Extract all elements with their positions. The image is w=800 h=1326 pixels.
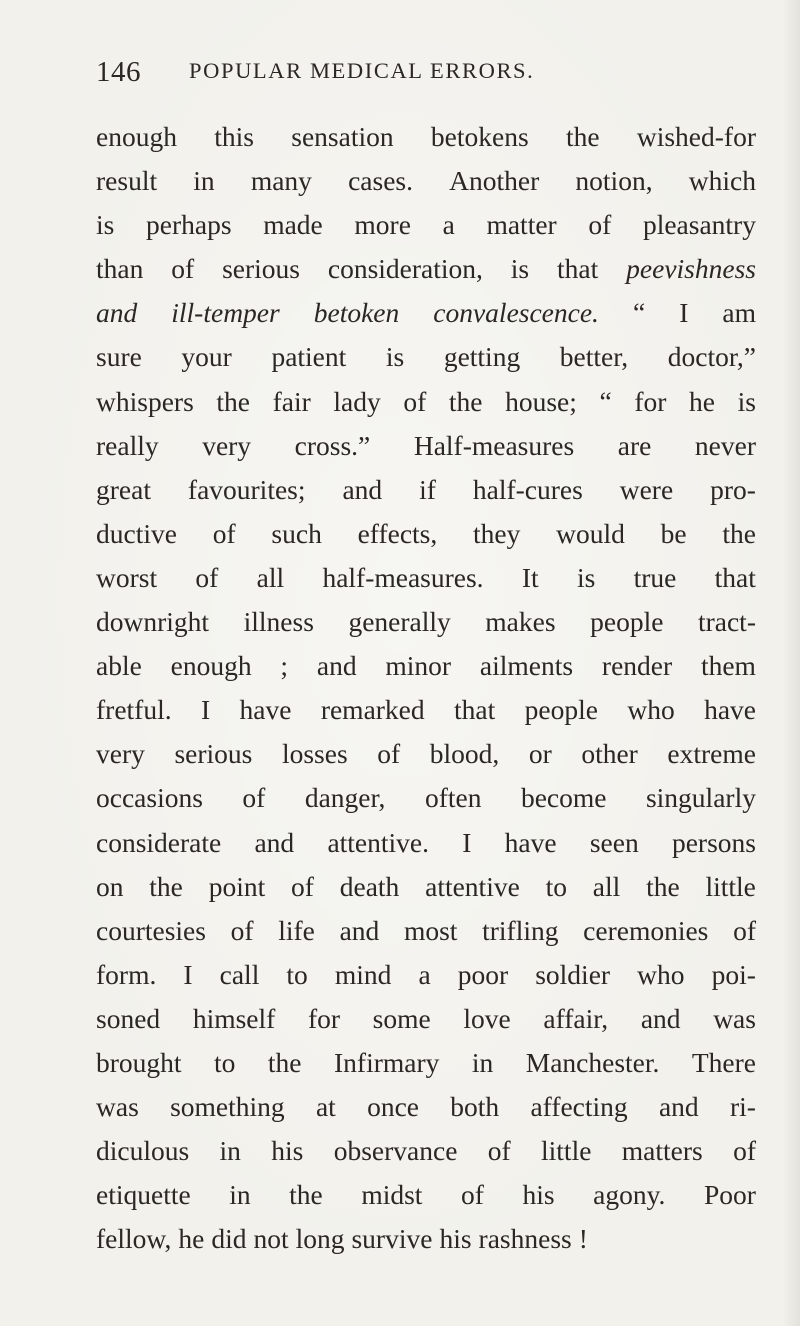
word: have	[504, 826, 557, 858]
word: of	[377, 738, 401, 770]
text-line	[96, 291, 756, 335]
word: enough	[96, 121, 177, 152]
running-title: POPULAR MEDICAL ERRORS.	[189, 58, 535, 83]
word: is	[385, 341, 405, 373]
word: never	[694, 429, 756, 461]
word: “	[632, 297, 646, 329]
word: of	[733, 914, 756, 946]
word: his	[522, 1179, 555, 1211]
word: the	[149, 870, 183, 902]
text-line	[96, 1129, 756, 1173]
word: and	[316, 650, 357, 682]
word: notion,	[575, 165, 653, 197]
word: betoken	[313, 297, 400, 329]
word: pleasantry	[642, 209, 756, 241]
body-text	[96, 115, 756, 1261]
word: of	[291, 870, 314, 902]
word: courtesies	[96, 914, 206, 946]
word: doctor,”	[667, 341, 756, 373]
word: of	[212, 517, 236, 549]
word: a	[442, 209, 455, 241]
word: this	[214, 121, 254, 152]
word: be	[660, 517, 687, 549]
word: peevishness	[626, 253, 756, 285]
word: attentive	[425, 870, 520, 902]
word: form.	[96, 958, 157, 990]
text-line	[96, 997, 756, 1041]
word: whispers	[96, 385, 194, 417]
word: become	[520, 782, 607, 814]
word: death	[339, 870, 400, 902]
word: all	[256, 561, 285, 593]
word: other	[581, 738, 638, 770]
word: etiquette	[96, 1179, 191, 1211]
word: effects,	[357, 517, 438, 549]
word: worst	[96, 561, 158, 593]
word: persons	[671, 826, 756, 858]
word: was	[96, 1091, 139, 1123]
word: poor	[457, 958, 509, 990]
word: made	[263, 209, 323, 241]
word: tract-	[697, 606, 756, 638]
text-line	[96, 247, 756, 291]
word: people	[590, 606, 664, 638]
word: fellow,	[96, 1223, 172, 1255]
word: ductive	[96, 517, 177, 549]
text-line	[96, 732, 756, 776]
word: affair,	[543, 1002, 609, 1034]
word: not	[253, 1223, 289, 1255]
word: There	[691, 1046, 756, 1078]
word: I	[183, 958, 193, 990]
word: wished-for	[636, 121, 756, 152]
word: losses	[281, 738, 348, 770]
word: trifling	[482, 914, 559, 946]
text-line	[96, 953, 756, 997]
word: the	[722, 517, 756, 549]
word: mind	[334, 958, 392, 990]
text-line	[96, 776, 756, 820]
word: ;	[280, 650, 289, 682]
word: lady	[333, 385, 381, 417]
word: result	[96, 165, 158, 197]
word: able	[96, 650, 142, 682]
text-line	[96, 203, 756, 247]
word: at	[315, 1091, 336, 1123]
word: a	[418, 958, 431, 990]
word: extreme	[667, 738, 756, 770]
word: and	[96, 297, 138, 329]
word: perhaps	[146, 209, 232, 241]
word: both	[450, 1091, 500, 1123]
word: the	[565, 121, 600, 152]
word: the	[267, 1046, 302, 1078]
word: I	[679, 297, 689, 329]
word: serious	[174, 738, 253, 770]
word: would	[556, 517, 625, 549]
word: Poor	[703, 1179, 756, 1211]
word: !	[578, 1223, 588, 1255]
word: attentive.	[327, 826, 429, 858]
word: Infirmary	[334, 1046, 440, 1078]
word: is	[737, 385, 756, 417]
word: love	[463, 1002, 511, 1034]
word: or	[528, 738, 552, 770]
word: to	[214, 1046, 236, 1078]
word: agony.	[593, 1179, 666, 1211]
word: generally	[348, 606, 451, 638]
word: if	[419, 473, 436, 505]
word: am	[722, 297, 756, 329]
word: cases.	[348, 165, 413, 197]
word: that	[714, 561, 756, 593]
word: fretful.	[96, 694, 172, 726]
word: minor	[385, 650, 452, 682]
text-line	[96, 380, 756, 424]
word: affecting	[530, 1091, 628, 1123]
word: diculous	[96, 1135, 190, 1167]
word: have	[239, 694, 292, 726]
word: I	[200, 694, 211, 726]
word: and	[342, 473, 383, 505]
word: I	[462, 826, 472, 858]
word: his	[439, 1223, 472, 1255]
word: brought	[96, 1046, 182, 1078]
text-line	[96, 909, 756, 953]
word: of	[733, 1135, 756, 1167]
word: of	[487, 1135, 511, 1167]
word: is	[510, 253, 530, 285]
word: is	[96, 209, 115, 241]
word: some	[372, 1002, 431, 1034]
word: the	[646, 870, 680, 902]
word: to	[545, 870, 567, 902]
text-line	[96, 821, 756, 865]
word: who	[627, 694, 675, 726]
word: ri-	[729, 1091, 756, 1123]
running-head	[96, 56, 656, 96]
word: considerate	[96, 826, 222, 858]
word: half-measures.	[322, 561, 484, 593]
word: enough	[170, 650, 252, 682]
word: of	[403, 385, 427, 417]
word: betokens	[430, 121, 529, 152]
word: that	[454, 694, 496, 726]
word: most	[403, 914, 458, 946]
text-line	[96, 556, 756, 600]
word: and	[640, 1002, 681, 1034]
word: Another	[449, 165, 540, 197]
word: little	[541, 1135, 592, 1167]
word: often	[424, 782, 482, 814]
word: favourites;	[187, 473, 306, 505]
word: of	[195, 561, 219, 593]
word: house;	[505, 385, 577, 417]
word: serious	[222, 253, 300, 285]
word: very	[96, 738, 145, 770]
text-line	[96, 468, 756, 512]
text-line	[96, 424, 756, 468]
word: all	[592, 870, 621, 902]
word: ailments	[479, 650, 574, 682]
word: midst	[361, 1179, 423, 1211]
word: It	[521, 561, 539, 593]
word: half-cures	[472, 473, 583, 505]
text-line	[96, 1041, 756, 1085]
word: in	[229, 1179, 251, 1211]
word: very	[202, 429, 252, 461]
word: to	[286, 958, 308, 990]
word: better,	[559, 341, 629, 373]
word: blood,	[429, 738, 500, 770]
word: call	[219, 958, 260, 990]
text-line	[96, 600, 756, 644]
word: survive	[351, 1223, 433, 1255]
word: of	[461, 1179, 484, 1211]
word: render	[601, 650, 673, 682]
word: they	[473, 517, 521, 549]
word: who	[637, 958, 685, 990]
word: Half-measures	[413, 429, 575, 461]
word: of	[230, 914, 254, 946]
text-line	[96, 688, 756, 732]
word: people	[524, 694, 598, 726]
word: cross.”	[294, 429, 371, 461]
page-number: 146	[96, 56, 141, 88]
word: he	[689, 385, 716, 417]
word: seen	[589, 826, 639, 858]
word: for	[634, 385, 667, 417]
word: danger,	[304, 782, 386, 814]
word: remarked	[320, 694, 425, 726]
word: and	[254, 826, 295, 858]
word: ill-temper	[171, 297, 280, 329]
word: and	[339, 914, 380, 946]
word: something	[170, 1091, 285, 1123]
page-edge-shadow	[782, 0, 800, 1326]
word: which	[688, 165, 756, 197]
text-line	[96, 159, 756, 203]
text-line	[96, 335, 756, 379]
text-line	[96, 1217, 756, 1261]
word: soned	[96, 1002, 161, 1034]
word: Manchester.	[525, 1046, 660, 1078]
word: convalescence.	[433, 297, 599, 329]
word: observance	[333, 1135, 458, 1167]
word: rashness	[478, 1223, 572, 1255]
word: many	[250, 165, 312, 197]
text-line	[96, 512, 756, 556]
word: in	[193, 165, 215, 197]
word: once	[367, 1091, 419, 1123]
word: matters	[621, 1135, 703, 1167]
word: more	[354, 209, 411, 241]
word: your	[181, 341, 232, 373]
word: long	[295, 1223, 345, 1255]
word: in	[471, 1046, 494, 1078]
word: patient	[271, 341, 347, 373]
word: have	[704, 694, 756, 726]
word: illness	[243, 606, 314, 638]
text-line	[96, 865, 756, 909]
word: that	[557, 253, 599, 285]
word: fair	[272, 385, 311, 417]
word: did	[211, 1223, 247, 1255]
word: ceremonies	[583, 914, 709, 946]
word: soldier	[535, 958, 611, 990]
word: is	[576, 561, 596, 593]
word: are	[617, 429, 652, 461]
text-line	[96, 644, 756, 688]
word: of	[171, 253, 195, 285]
word: for	[307, 1002, 341, 1034]
word: life	[278, 914, 315, 946]
word: the	[448, 385, 483, 417]
word: matter	[486, 209, 557, 241]
word: consideration,	[327, 253, 483, 285]
word: sure	[96, 341, 142, 373]
word: of	[242, 782, 266, 814]
word: really	[96, 429, 159, 461]
word: was	[713, 1002, 756, 1034]
word: “	[599, 385, 612, 417]
word: he	[178, 1223, 205, 1255]
word: point	[208, 870, 266, 902]
word: downright	[96, 606, 210, 638]
word: them	[700, 650, 756, 682]
word: of	[588, 209, 612, 241]
word: getting	[443, 341, 521, 373]
word: and	[658, 1091, 699, 1123]
word: makes	[485, 606, 556, 638]
word: his	[271, 1135, 304, 1167]
word: singularly	[645, 782, 756, 814]
word: occasions	[96, 782, 203, 814]
word: pro-	[710, 473, 756, 505]
word: than	[96, 253, 144, 285]
word: little	[705, 870, 756, 902]
word: himself	[192, 1002, 276, 1034]
text-line	[96, 1085, 756, 1129]
word: such	[271, 517, 322, 549]
word: the	[216, 385, 250, 417]
word: were	[619, 473, 674, 505]
text-line	[96, 115, 756, 159]
word: on	[96, 870, 124, 902]
word: poi-	[711, 958, 756, 990]
word: in	[219, 1135, 241, 1167]
word: the	[289, 1179, 323, 1211]
word: true	[633, 561, 677, 593]
word: sensation	[291, 121, 394, 152]
word: great	[96, 473, 151, 505]
text-line	[96, 1173, 756, 1217]
